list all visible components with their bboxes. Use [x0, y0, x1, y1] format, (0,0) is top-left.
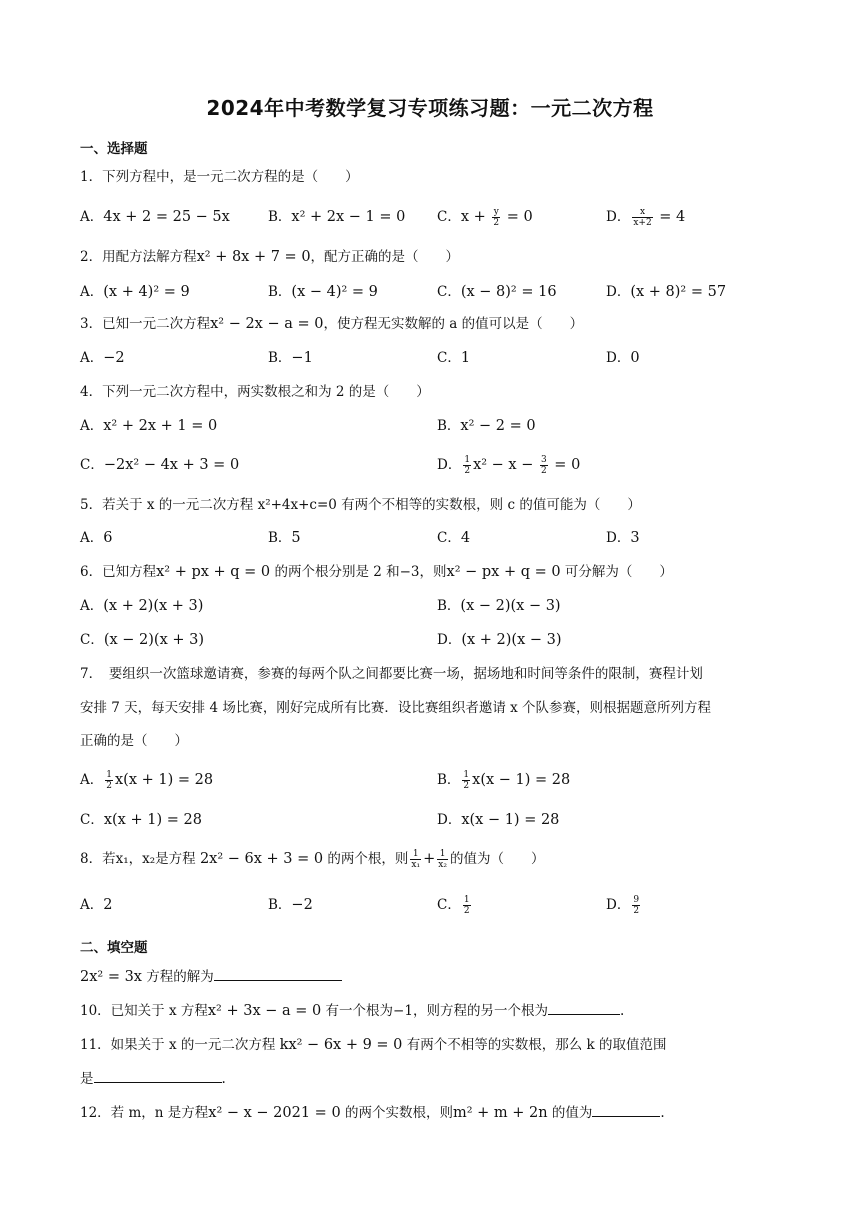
q1-option-a: A．4x + 2 = 25 − 5x	[80, 209, 230, 225]
q7-option-a: A． $\frac{1}{2}$ x(x + 1) = 28	[80, 770, 214, 791]
answer-blank[interactable]	[592, 1102, 660, 1117]
q2-option-a: A．(x + 4)² = 9	[80, 284, 190, 300]
q1-option-b: B．x² + 2x − 1 = 0	[268, 209, 406, 225]
q8-option-b: B．−2	[268, 897, 313, 913]
q5-option-c: C．4	[437, 530, 471, 546]
section-heading-fill: 二、填空题	[80, 940, 148, 956]
q6-option-a: A．(x + 2)(x + 3)	[80, 598, 204, 614]
question-7-line-1: 7． 要组织一次篮球邀请赛，参赛的每两个队之间都要比赛一场，据场地和时间等条件的限制，赛程计划	[80, 666, 703, 682]
answer-blank[interactable]	[94, 1068, 222, 1083]
q3-option-a: A．−2	[80, 350, 125, 366]
question-6-stem: 6．已知方程x² + px + q = 0 的两个根分别是 2 和−3，则x² − px + q = 0 可分解为（ ）	[80, 564, 673, 580]
q3-option-b: B．−1	[268, 350, 313, 366]
question-11-line-2: 是 .	[80, 1068, 226, 1090]
q2-option-b: B．(x − 4)² = 9	[268, 284, 378, 300]
q5-option-b: B．5	[268, 530, 301, 546]
q7-option-b: B． $\frac{1}{2}$ x(x − 1) = 28	[437, 770, 571, 791]
q6-option-c: C．(x − 2)(x + 3)	[80, 632, 205, 648]
question-10: 10．已知关于 x 方程x² + 3x − a = 0 有一个根为−1，则方程的另一个根为 .	[80, 1000, 624, 1022]
section-heading-choice: 一、选择题	[80, 141, 148, 157]
question-7-line-2: 安排 7 天，每天安排 4 场比赛，刚好完成所有比赛．设比赛组织者邀请 x 个队参赛，则根据题意所列方程	[80, 700, 712, 716]
question-2-stem: 2．用配方法解方程x² + 8x + 7 = 0，配方正确的是（ ）	[80, 249, 460, 265]
q5-option-d: D．3	[606, 530, 640, 546]
question-12: 12．若 m，n 是方程x² − x − 2021 = 0 的两个实数根，则m² + m + 2n 的值为 .	[80, 1102, 665, 1124]
q1-option-c: C．x + $\frac{y}{2}$ = 0	[437, 207, 533, 228]
q7-option-d: D．x(x − 1) = 28	[437, 812, 560, 828]
q4-option-b: B．x² − 2 = 0	[437, 418, 536, 434]
question-7-line-3: 正确的是（ ）	[80, 733, 188, 749]
q2-option-c: C．(x − 8)² = 16	[437, 284, 557, 300]
q6-option-b: B．(x − 2)(x − 3)	[437, 598, 561, 614]
q7-option-c: C．x(x + 1) = 28	[80, 812, 202, 828]
q4-option-d: D． $\frac{1}{2}$ x² − x − $\frac{3}{2}$ = 0	[437, 455, 581, 476]
answer-blank[interactable]	[548, 1000, 620, 1015]
q4-option-c: C．−2x² − 4x + 3 = 0	[80, 457, 240, 473]
question-4-stem: 4．下列一元二次方程中，两实数根之和为 2 的是（ ）	[80, 384, 430, 400]
q8-option-c: C． $\frac{1}{2}$	[437, 895, 470, 916]
q3-option-c: C．1	[437, 350, 471, 366]
q8-option-a: A．2	[80, 897, 113, 913]
q2-option-d: D．(x + 8)² = 57	[606, 284, 727, 300]
question-11-line-1: 11．如果关于 x 的一元二次方程 kx² − 6x + 9 = 0 有两个不相等的实数根，那么 k 的取值范围	[80, 1037, 667, 1053]
question-5-stem: 5．若关于 x 的一元二次方程 x²+4x+c=0 有两个不相等的实数根，则 c 的值可能为（ ）	[80, 497, 641, 513]
q6-option-d: D．(x + 2)(x − 3)	[437, 632, 562, 648]
q1-option-d: D． $\frac{x}{x+2}$ = 4	[606, 207, 686, 228]
question-8-stem: 8．若x₁，x₂是方程 2x² − 6x + 3 = 0 的两个根，则 $\frac{1}{\text{x₁}}$ + $\frac{1}{\text{x₂}}$ 的值为（ ）	[80, 849, 545, 870]
q5-option-a: A．6	[80, 530, 113, 546]
q4-option-a: A．x² + 2x + 1 = 0	[80, 418, 218, 434]
question-1-stem: 1．下列方程中，是一元二次方程的是（ ）	[80, 169, 359, 185]
q3-option-d: D．0	[606, 350, 640, 366]
question-9: 2x² = 3x 方程的解为	[80, 966, 342, 988]
q8-option-d: D． $\frac{9}{2}$	[606, 895, 640, 916]
question-3-stem: 3．已知一元二次方程x² − 2x − a = 0，使方程无实数解的 a 的值可以是（ ）	[80, 316, 584, 332]
answer-blank[interactable]	[214, 966, 342, 981]
page-title: 2024年中考数学复习专项练习题：一元二次方程	[206, 96, 654, 120]
